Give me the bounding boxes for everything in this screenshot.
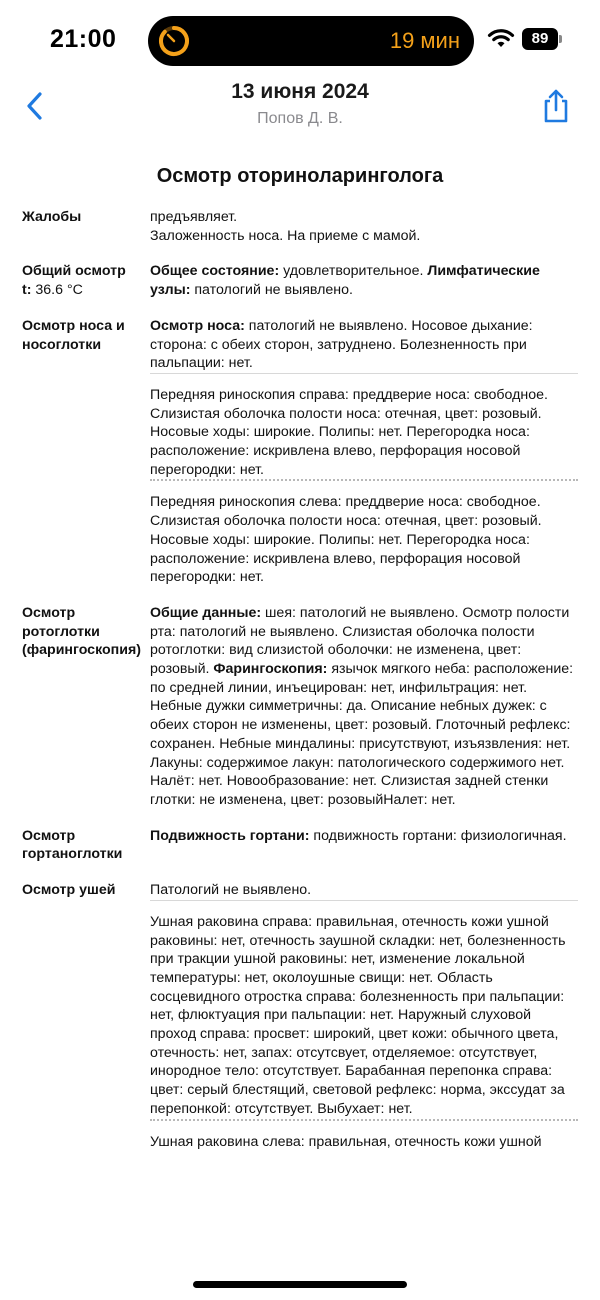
page-title: 13 июня 2024 <box>231 80 369 103</box>
timer-icon <box>158 25 190 57</box>
section-value <box>150 262 578 299</box>
section-value <box>150 317 578 587</box>
section-larynx-exam <box>0 827 600 864</box>
timer-remaining: 19 мин <box>389 28 460 53</box>
home-indicator[interactable] <box>193 1281 407 1288</box>
section-ear-exam <box>0 881 600 1151</box>
field-label: Осмотр носа: <box>150 317 245 334</box>
section-general-exam <box>0 262 600 299</box>
rhinoscopy-right: Передняя риноскопия справа: преддверие носа: свободное. Слизистая оболочка полости носа: отечная, цвет: розовый. Носовые ходы: широкие. Полипы: нет. Перегородка носа: расположение: искривлена влево, перфорация носовой перегородки: нет. <box>150 373 578 480</box>
field-value: патологий не выявлено. Носовое дыхание: сторона: с обеих сторон, затруднено. Болезненность при пальпации: нет. <box>150 317 533 372</box>
ear-left-exam: Ушная раковина слева: правильная, отечность кожи ушной <box>150 1119 578 1152</box>
section-complaints <box>0 208 600 245</box>
section-throat-exam <box>0 604 600 810</box>
section-value <box>150 827 578 864</box>
battery-tip <box>559 35 562 43</box>
field-value: шея: патологий не выявлено. Осмотр полости рта: патологий не выявлено. Слизистая оболочка полости ротоглотки: вид слизистой оболочки: не изменена, цвет: розовый. <box>150 604 570 678</box>
section-value <box>150 881 578 1151</box>
section-value <box>150 208 578 245</box>
field-label: Общие данные: <box>150 604 262 621</box>
section-label: Осмотр носа и носоглотки <box>22 317 125 353</box>
share-icon[interactable] <box>540 88 572 124</box>
document-content <box>0 165 600 1168</box>
section-label: Осмотр ушей <box>22 882 116 899</box>
field-label: Лимфатические узлы: <box>150 263 540 299</box>
battery-level: 89 <box>522 28 558 50</box>
nav-header <box>0 78 600 138</box>
temperature-label: t: <box>22 282 32 299</box>
field-value: патологий не выявлено. <box>194 282 353 299</box>
section-value <box>150 604 578 810</box>
field-value: подвижность гортани: физиологичная. <box>313 827 567 844</box>
field-label: Общее состояние: <box>150 263 280 280</box>
section-label: Жалобы <box>22 209 82 225</box>
section-label-text: Общий осмотр <box>22 263 126 280</box>
complaints-line: предъявляет. <box>150 209 238 225</box>
field-value: удовлетворительное. <box>283 263 424 280</box>
section-label: Осмотр ротоглотки (фарингоскопия) <box>22 604 141 659</box>
bottom-safe-area <box>0 1252 600 1300</box>
status-time: 21:00 <box>50 25 117 53</box>
ear-right-exam: Ушная раковина справа: правильная, отечность кожи ушной раковины: нет, отечность заушной складки: нет, болезненность при тракции ушной раковины: нет, изменение локальной температуры: нет, околоушные свищи: нет. Область сосцевидного отростка справа: болезненность при пальпации: нет, флюктуация при пальпации: нет. Наружный слуховой проход справа: просвет: широкий, цвет кожи: обычного цвета, отечность: нет, запах: отсутсвует, отделяемое: отсутствует, инородное тело: отсутствует. Барабанная перепонка справа: цвет: серый блестящий, световой рефлекс: норма, экссудат за перепонкой: отсутствует. Выбухает: нет. <box>150 900 578 1119</box>
status-bar <box>0 0 600 80</box>
field-value: язычок мягкого неба: расположение: по средней линии, инъецирован: нет, инфильтрация: нет. Небные дужки симметричны: да. Описание небных дужек: с обеих сторон не изменены, цвет: розовый. Глоточный рефлекс: сохранен. Небные миндалины: присутствуют, изъязвления: нет. Лакуны: содержимое лакун: патологического содержимого нет. Налёт: нет. Новообразование: нет. Слизистая задней стенки глотки: не изменена, цвет: розовыйНалет: нет. <box>150 661 574 808</box>
section-label: Осмотр гортаноглотки <box>22 827 123 863</box>
document-title: Осмотр оториноларинголога <box>156 165 444 187</box>
field-label: Фарингоскопия: <box>213 661 328 678</box>
temperature-value: 36.6 °C <box>35 282 83 299</box>
ears-summary: Патологий не выявлено. <box>150 882 312 899</box>
dynamic-island[interactable] <box>148 16 474 66</box>
complaints-line: Заложенность носа. На приеме с мамой. <box>150 227 421 244</box>
rhinoscopy-left: Передняя риноскопия слева: преддверие носа: свободное. Слизистая оболочка полости носа: отечная, цвет: розовый. Носовые ходы: широкие. Полипы: нет. Перегородка носа: расположение: искривлена влево, перфорация носовой перегородки: нет. <box>150 479 578 587</box>
section-nose-exam <box>0 317 600 587</box>
field-label: Подвижность гортани: <box>150 827 310 844</box>
section-label <box>22 262 150 299</box>
patient-name: Попов Д. В. <box>257 110 343 127</box>
battery-indicator <box>522 28 562 50</box>
wifi-icon <box>487 28 515 50</box>
